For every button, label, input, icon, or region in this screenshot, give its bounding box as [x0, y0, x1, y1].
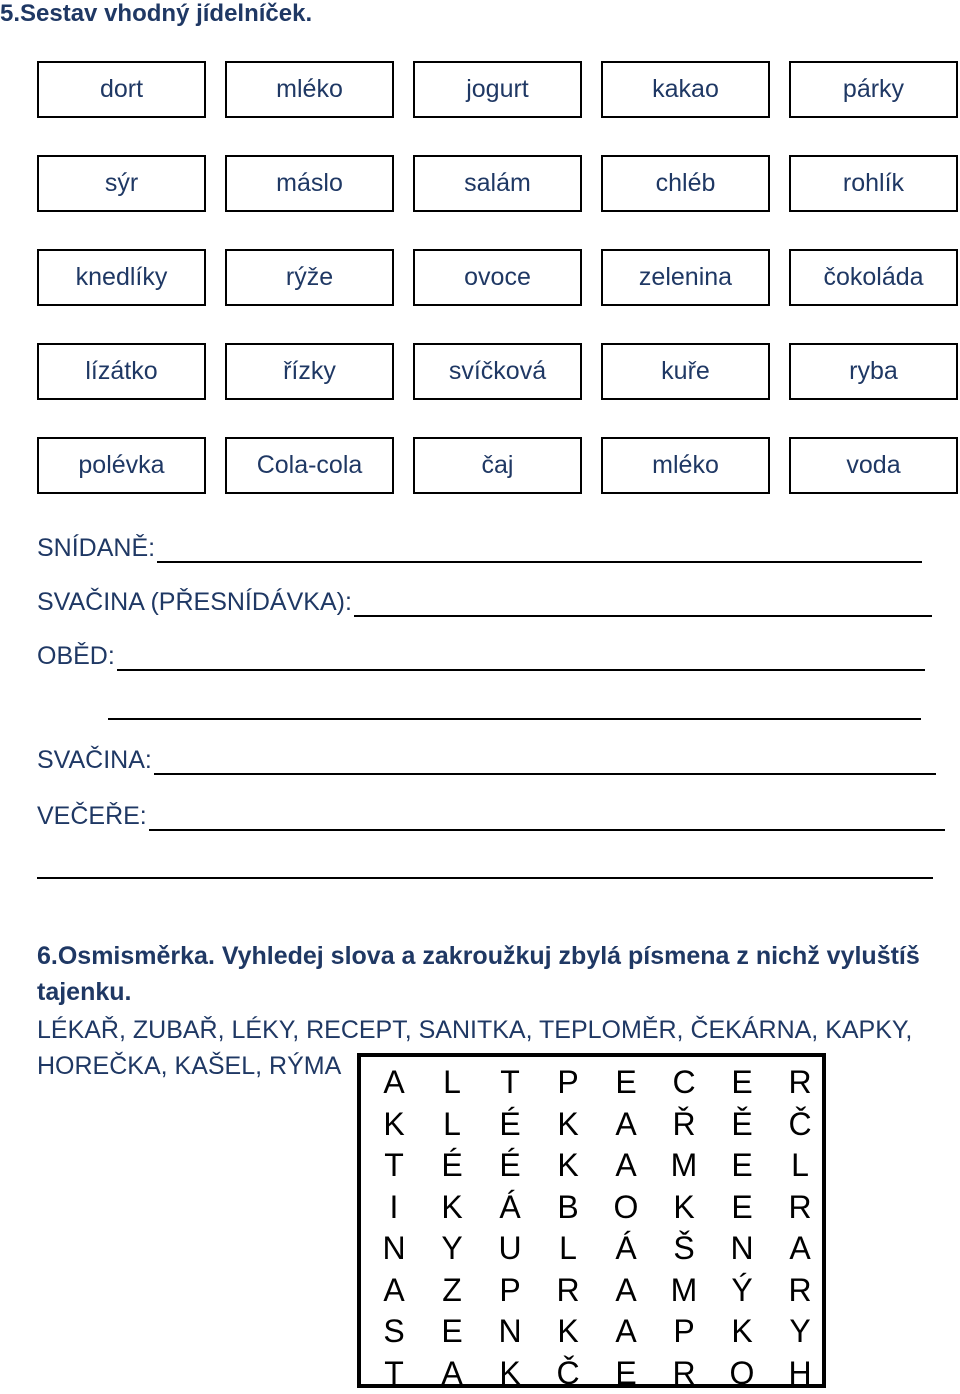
wordsearch-letter[interactable]: E	[713, 1187, 771, 1229]
wordsearch-letter[interactable]: R	[771, 1187, 829, 1229]
wordsearch-letter[interactable]: A	[597, 1311, 655, 1353]
wordsearch-letter[interactable]: C	[655, 1062, 713, 1104]
wordsearch-letter[interactable]: K	[713, 1311, 771, 1353]
wordsearch-letter[interactable]: O	[597, 1187, 655, 1229]
wordsearch-letter[interactable]: L	[423, 1062, 481, 1104]
wordsearch-letter[interactable]: E	[597, 1353, 655, 1394]
wordsearch-letter[interactable]: P	[539, 1062, 597, 1104]
food-word-box[interactable]: svíčková	[413, 343, 582, 400]
wordsearch-letter[interactable]: E	[713, 1145, 771, 1187]
food-word-box[interactable]: kakao	[601, 61, 770, 118]
wordsearch-letter[interactable]: E	[597, 1062, 655, 1104]
wordsearch-letter[interactable]: P	[481, 1270, 539, 1312]
wordsearch-letter[interactable]: K	[423, 1187, 481, 1229]
food-word-box[interactable]: dort	[37, 61, 206, 118]
food-word-box[interactable]: rýže	[225, 249, 394, 306]
wordsearch-letter[interactable]: Y	[771, 1311, 829, 1353]
meal-lunch-line[interactable]	[117, 647, 925, 671]
wordsearch-letter[interactable]: S	[365, 1311, 423, 1353]
wordsearch-letter[interactable]: P	[655, 1311, 713, 1353]
wordsearch-letter[interactable]: K	[365, 1104, 423, 1146]
food-word-box[interactable]: ryba	[789, 343, 958, 400]
wordsearch-letter[interactable]: R	[771, 1270, 829, 1312]
meal-afternoon-snack-row	[37, 745, 936, 775]
wordsearch-letter[interactable]: T	[365, 1145, 423, 1187]
wordsearch-letter[interactable]: N	[365, 1228, 423, 1270]
food-word-box[interactable]: čokoláda	[789, 249, 958, 306]
wordsearch-letter[interactable]: A	[597, 1145, 655, 1187]
wordsearch-letter[interactable]: T	[481, 1062, 539, 1104]
wordsearch-letter[interactable]: A	[423, 1353, 481, 1394]
food-word-box[interactable]: knedlíky	[37, 249, 206, 306]
food-word-box[interactable]: chléb	[601, 155, 770, 212]
meal-dinner-line[interactable]	[149, 807, 945, 831]
wordsearch-box	[357, 1053, 826, 1388]
wordsearch-letter[interactable]: M	[655, 1270, 713, 1312]
wordsearch-letter[interactable]: A	[365, 1270, 423, 1312]
wordsearch-letter[interactable]: L	[423, 1104, 481, 1146]
meal-breakfast-label: SNÍDANĚ:	[37, 533, 155, 563]
food-word-box[interactable]: rohlík	[789, 155, 958, 212]
wordsearch-letter[interactable]: N	[481, 1311, 539, 1353]
wordsearch-letter[interactable]: E	[423, 1311, 481, 1353]
meal-dinner-label: VEČEŘE:	[37, 801, 147, 831]
wordsearch-letter[interactable]: A	[597, 1270, 655, 1312]
wordsearch-letter[interactable]: A	[365, 1062, 423, 1104]
wordsearch-letter[interactable]: K	[539, 1145, 597, 1187]
wordsearch-letter[interactable]: K	[539, 1311, 597, 1353]
meal-morning-snack-label: SVAČINA (PŘESNÍDÁVKA):	[37, 587, 352, 617]
meal-morning-snack-line[interactable]	[354, 593, 932, 617]
wordsearch-letter[interactable]: M	[655, 1145, 713, 1187]
wordsearch-letter[interactable]: Č	[539, 1353, 597, 1394]
wordsearch-letter[interactable]: Ý	[713, 1270, 771, 1312]
meal-morning-snack-row	[37, 587, 932, 617]
meal-breakfast-line[interactable]	[157, 539, 922, 563]
food-word-box[interactable]: jogurt	[413, 61, 582, 118]
task6-title: 6.Osmisměrka. Vyhledej slova a zakroužkuj zbylá písmena z nichž vyluštíš tajenku.	[37, 938, 952, 1010]
wordsearch-letter[interactable]: É	[481, 1104, 539, 1146]
wordsearch-letter[interactable]: N	[713, 1228, 771, 1270]
wordsearch-letter[interactable]: Ě	[713, 1104, 771, 1146]
wordsearch-letter[interactable]: Ř	[655, 1104, 713, 1146]
food-word-box[interactable]: řízky	[225, 343, 394, 400]
meal-afternoon-snack-line[interactable]	[154, 751, 936, 775]
task5-title: 5.Sestav vhodný jídelníček.	[0, 0, 312, 28]
wordsearch-letter[interactable]: Z	[423, 1270, 481, 1312]
meal-dinner-row	[37, 801, 945, 831]
wordsearch-letter[interactable]: Á	[597, 1228, 655, 1270]
wordsearch-letter[interactable]: Š	[655, 1228, 713, 1270]
meal-lunch-label: OBĚD:	[37, 641, 115, 671]
wordsearch-letter[interactable]: E	[713, 1062, 771, 1104]
wordsearch-letter[interactable]: R	[539, 1270, 597, 1312]
wordsearch-letter[interactable]: L	[771, 1145, 829, 1187]
food-word-box[interactable]: máslo	[225, 155, 394, 212]
wordsearch-letter[interactable]: O	[713, 1353, 771, 1394]
food-word-box[interactable]: mléko	[225, 61, 394, 118]
meal-afternoon-snack-label: SVAČINA:	[37, 745, 152, 775]
meal-lunch-row	[37, 641, 925, 671]
wordsearch-letter[interactable]: L	[539, 1228, 597, 1270]
food-word-box[interactable]: lízátko	[37, 343, 206, 400]
food-word-box[interactable]: voda	[789, 437, 958, 494]
wordsearch-letter[interactable]: I	[365, 1187, 423, 1229]
wordsearch-letter[interactable]: R	[655, 1353, 713, 1394]
wordsearch-letter[interactable]: H	[771, 1353, 829, 1394]
wordsearch-grid	[361, 1062, 822, 1394]
meal-breakfast-row	[37, 533, 922, 563]
wordsearch-letter[interactable]: K	[539, 1104, 597, 1146]
wordsearch-letter[interactable]: É	[481, 1145, 539, 1187]
food-word-box[interactable]: párky	[789, 61, 958, 118]
wordsearch-letter[interactable]: Y	[423, 1228, 481, 1270]
food-word-box[interactable]: polévka	[37, 437, 206, 494]
wordsearch-letter[interactable]: K	[481, 1353, 539, 1394]
meal-lunch-line-2[interactable]	[108, 718, 921, 720]
wordsearch-letter[interactable]: A	[771, 1228, 829, 1270]
wordsearch-letter[interactable]: U	[481, 1228, 539, 1270]
task6-word-list: LÉKAŘ, ZUBAŘ, LÉKY, RECEPT, SANITKA, TEPLOMĚR, ČEKÁRNA, KAPKY, HOREČKA, KAŠEL, RÝMA	[37, 1012, 952, 1084]
wordsearch-letter[interactable]: B	[539, 1187, 597, 1229]
meal-dinner-line-2[interactable]	[37, 877, 933, 879]
wordsearch-letter[interactable]: T	[365, 1353, 423, 1394]
food-word-box[interactable]: sýr	[37, 155, 206, 212]
food-word-box[interactable]: kuře	[601, 343, 770, 400]
wordsearch-letter[interactable]: Á	[481, 1187, 539, 1229]
food-word-box[interactable]: čaj	[413, 437, 582, 494]
food-word-box[interactable]: zelenina	[601, 249, 770, 306]
wordsearch-letter[interactable]: Č	[771, 1104, 829, 1146]
wordsearch-letter[interactable]: R	[771, 1062, 829, 1104]
food-word-box[interactable]: mléko	[601, 437, 770, 494]
food-word-box[interactable]: ovoce	[413, 249, 582, 306]
wordsearch-letter[interactable]: K	[655, 1187, 713, 1229]
food-word-box[interactable]: salám	[413, 155, 582, 212]
wordsearch-letter[interactable]: A	[597, 1104, 655, 1146]
wordsearch-letter[interactable]: É	[423, 1145, 481, 1187]
food-word-grid	[37, 61, 957, 494]
food-word-box[interactable]: Cola-cola	[225, 437, 394, 494]
